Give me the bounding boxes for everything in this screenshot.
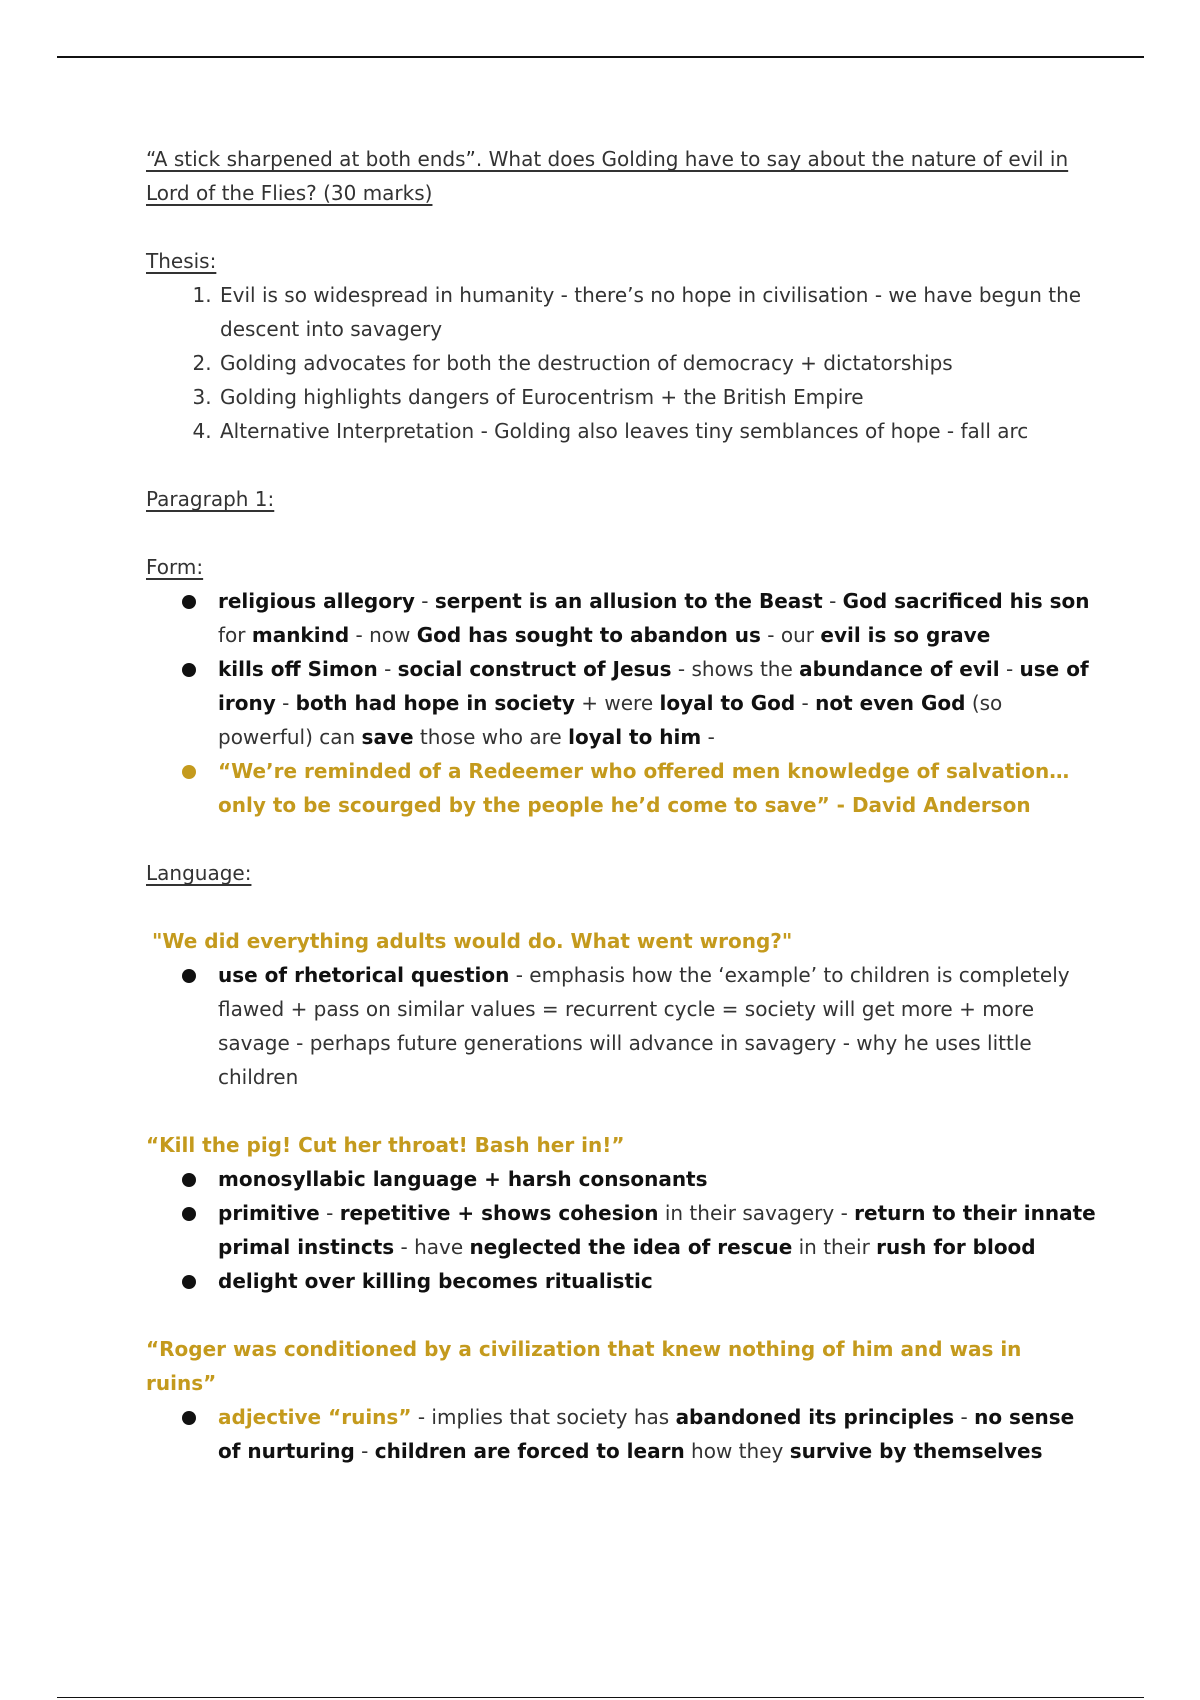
list-item: monosyllabic language + harsh consonants xyxy=(218,1162,1096,1196)
quote-2-bullets xyxy=(146,1162,1096,1298)
list-item: kills off Simon - social construct of Jesus - shows the abundance of evil - use of irony - both had hope in society + were loyal to God - not even God (so powerful) can save those who are loyal to him - xyxy=(218,652,1096,754)
form-heading: Form: xyxy=(146,555,204,579)
quote-block-2 xyxy=(146,1128,1096,1298)
bullet-icon xyxy=(182,1275,196,1289)
document-body xyxy=(146,142,1096,1468)
bullet-icon xyxy=(182,595,196,609)
bullet-icon xyxy=(182,663,196,677)
anderson-quote: “We’re reminded of a Redeemer who offered men knowledge of salvation… only to be scourged by the people he’d come to save” - David Anderson xyxy=(218,759,1070,817)
quote-block-1 xyxy=(146,924,1096,1094)
bottom-rule xyxy=(57,1697,1144,1698)
quote-1-bullets xyxy=(146,958,1096,1094)
list-item: use of rhetorical question - emphasis how the ‘example’ to children is completely flawed + pass on similar values = recurrent cycle = society will get more + more savage - perhaps future generations will advance in savagery - why he uses little children xyxy=(218,958,1096,1094)
bullet-icon xyxy=(182,765,196,779)
thesis-item: 2. Golding advocates for both the destruction of democracy + dictatorships xyxy=(218,346,1096,380)
paragraph-1-heading-block xyxy=(146,482,1096,516)
list-item xyxy=(218,754,1096,822)
thesis-item: 3. Golding highlights dangers of Eurocentrism + the British Empire xyxy=(218,380,1096,414)
paragraph-1-heading: Paragraph 1: xyxy=(146,487,275,511)
bullet-icon xyxy=(182,1173,196,1187)
question-line-2: Lord of the Flies? (30 marks) xyxy=(146,181,433,205)
list-item: religious allegory - serpent is an allusion to the Beast - God sacrificed his son for mankind - now God has sought to abandon us - our evil is so grave xyxy=(218,584,1096,652)
language-section xyxy=(146,856,1096,890)
quote-3-bullets xyxy=(146,1400,1096,1468)
bullet-icon xyxy=(182,969,196,983)
thesis-list xyxy=(146,278,1096,448)
question-line-1: “A stick sharpened at both ends”. What does Golding have to say about the nature of evil in xyxy=(146,147,1069,171)
quote-text: “Roger was conditioned by a civilization that knew nothing of him and was in ruins” xyxy=(146,1337,1022,1395)
thesis-item: 4. Alternative Interpretation - Golding also leaves tiny semblances of hope - fall arc xyxy=(218,414,1096,448)
thesis-item: 1. Evil is so widespread in humanity - there’s no hope in civilisation - we have begun the descent into savagery xyxy=(218,278,1096,346)
thesis-heading: Thesis: xyxy=(146,249,217,273)
quote-text: "We did everything adults would do. What went wrong?" xyxy=(152,929,793,953)
bullet-icon xyxy=(182,1207,196,1221)
list-item: delight over killing becomes ritualistic xyxy=(218,1264,1096,1298)
language-heading: Language: xyxy=(146,861,252,885)
quote-block-3 xyxy=(146,1332,1096,1468)
quote-text: “Kill the pig! Cut her throat! Bash her in!” xyxy=(146,1133,625,1157)
list-item: adjective “ruins” - implies that society has abandoned its principles - no sense of nurturing - children are forced to learn how they survive by themselves xyxy=(218,1400,1096,1468)
essay-question xyxy=(146,142,1096,210)
form-section xyxy=(146,550,1096,822)
thesis-section xyxy=(146,244,1096,448)
form-bullets xyxy=(146,584,1096,822)
bullet-icon xyxy=(182,1411,196,1425)
top-rule xyxy=(57,56,1144,58)
list-item: primitive - repetitive + shows cohesion in their savagery - return to their innate primal instincts - have neglected the idea of rescue in their rush for blood xyxy=(218,1196,1096,1264)
